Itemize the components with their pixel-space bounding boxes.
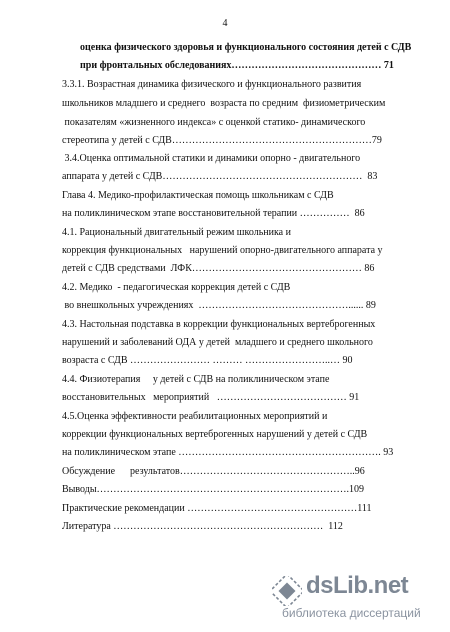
dslib-watermark[interactable] [272,570,442,626]
dslib-logo-icon [272,576,302,606]
toc-line: коррекции функциональных вертеброгенных нарушений у детей с СДВ [62,429,368,440]
toc-line: во внешкольных учреждениях ………………………………………...... 89 [62,300,376,311]
toc-line: Выводы………………………………………………………………….109 [62,484,365,495]
toc-line: аппарата у детей с СДВ…………………………………………………… 83 [62,171,378,182]
toc-line: 3.3.1. Возрастная динамика физического и функционального развития [62,79,362,90]
toc-line: Глава 4. Медико-профилактическая помощь школьникам с СДВ [62,190,334,201]
toc-line: коррекция функциональных нарушений опорно-двигательного аппарата у [62,245,383,256]
toc-line: школьников младшего и среднего возраста по средним физиометрическим [62,98,386,109]
toc-line: 4.1. Рациональный двигательный режим школьника и [62,227,291,238]
toc-line: стереотипа у детей с СДВ……………………………………………………79 [62,135,382,146]
toc-line: при фронтальных обследованиях……………………………………… 71 [80,60,394,71]
page-number: 4 [222,18,228,29]
watermark-title: dsLib.net [306,572,409,599]
toc-line: на поликлиническом этапе ……………………………………………………. 93 [62,447,394,458]
toc-line: показателям «жизненного индекса» с оценкой статико- динамического [62,117,366,128]
toc-line: 4.5.Оценка эффективности реабилитационных мероприятий и [62,411,328,422]
toc-line: детей с СДВ средствами ЛФК…………………………………………… 86 [62,263,375,274]
toc-line: Литература ……………………………………………………… 112 [62,521,343,532]
toc-line: 4.2. Медико - педагогическая коррекция детей с СДВ [62,282,291,293]
toc-line: оценка физического здоровья и функционального состояния детей с СДВ [80,42,412,53]
toc-line: 4.3. Настольная подставка в коррекции функциональных вертеброгенных [62,319,376,330]
toc-line: восстановительных мероприятий ………………………………… 91 [62,392,360,403]
toc-line: возраста с СДВ …………………… ……… ……………………..… 90 [62,355,353,366]
toc-line: 4.4. Физиотерапия у детей с СДВ на поликлиническом этапе [62,374,330,385]
toc-line: Обсуждение результатов……………………………………………..96 [62,466,365,477]
toc-line: Практические рекомендации ……………………………………………111 [62,503,372,514]
toc-line: нарушений и заболеваний ОДА у детей младшего и среднего школьного [62,337,373,348]
toc-line: на поликлиническом этапе восстановительной терапии …………… 86 [62,208,365,219]
toc-line: 3.4.Оценка оптимальной статики и динамики опорно - двигательного [62,153,361,164]
watermark-subtitle: библиотека диссертаций [282,606,421,620]
